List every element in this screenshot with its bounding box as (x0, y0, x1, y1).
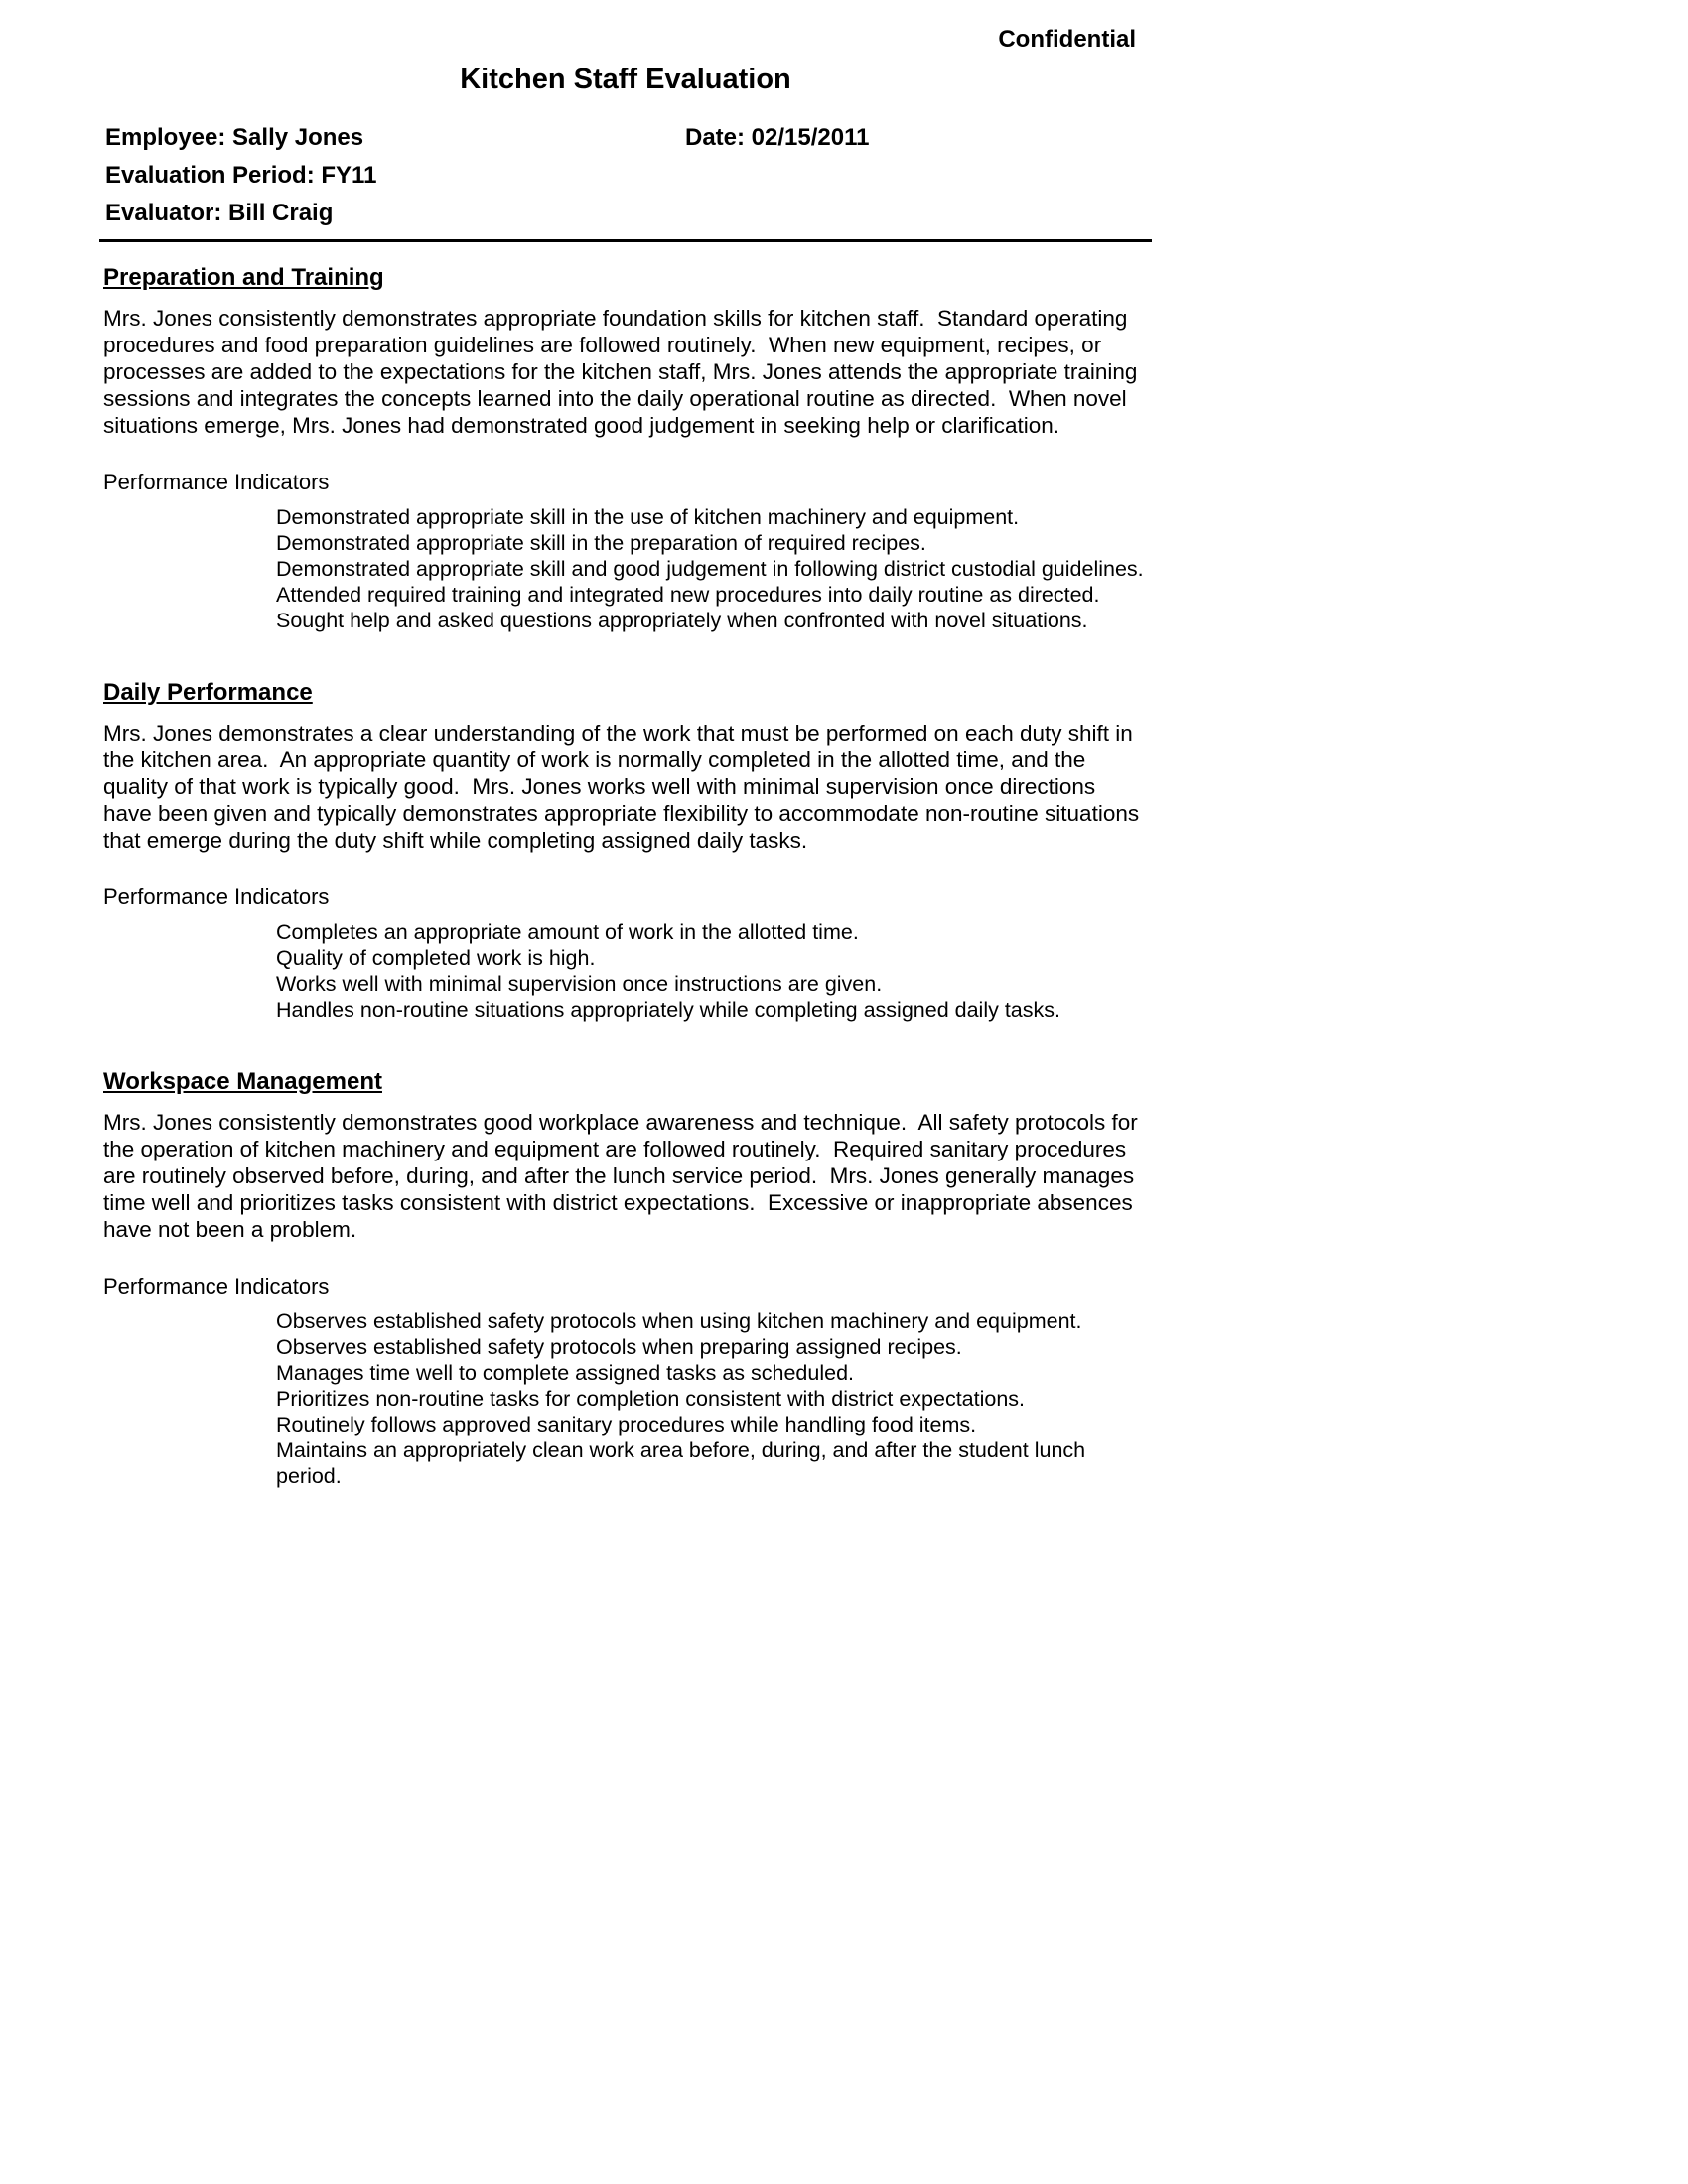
indicator-item: Demonstrated appropriate skill and good judgement in following district custodial guidelines. (276, 557, 1144, 581)
section-heading: Daily Performance (103, 679, 313, 706)
indicator-item: Handles non-routine situations appropriately while completing assigned daily tasks. (276, 998, 1060, 1022)
indicator-item: Completes an appropriate amount of work in the allotted time. (276, 920, 859, 944)
indicator-item: Manages time well to complete assigned tasks as scheduled. (276, 1361, 855, 1385)
section-workspace-management (99, 1068, 1152, 1489)
document-content (0, 0, 1152, 1489)
indicator-item: Observes established safety protocols when using kitchen machinery and equipment. (276, 1309, 1082, 1333)
header-row-3 (105, 202, 1152, 225)
section-heading: Workspace Management (103, 1068, 382, 1095)
performance-indicators-label: Performance Indicators (103, 470, 330, 494)
indicator-item: Works well with minimal supervision once instructions are given. (276, 972, 883, 996)
confidential-label: Confidential (998, 26, 1136, 53)
indicator-item: Prioritizes non-routine tasks for completion consistent with district expectations. (276, 1387, 1026, 1411)
indicator-item: Sought help and asked questions appropriately when confronted with novel situations. (276, 609, 1088, 632)
section-heading: Preparation and Training (103, 264, 384, 291)
header-divider (99, 239, 1152, 242)
employee-field: Employee: Sally Jones (105, 124, 364, 151)
indicator-item: Demonstrated appropriate skill in the use of kitchen machinery and equipment. (276, 505, 1020, 529)
evaluation-period-field: Evaluation Period: FY11 (105, 162, 377, 189)
section-body: Mrs. Jones consistently demonstrates good workplace awareness and technique. All safety protocols for the operation of kitchen machinery and equipment are followed routinely. Required sanitary procedures are routinely observed before, during, and after the lunch service period. Mrs. Jones generally manages time well and prioritizes tasks consistent with district expectations. Excessive or inappropriate absences have not been a problem. (103, 1110, 1145, 1242)
indicator-item: Quality of completed work is high. (276, 946, 596, 970)
indicator-item: Demonstrated appropriate skill in the preparation of required recipes. (276, 531, 926, 555)
page-title: Kitchen Staff Evaluation (460, 64, 791, 95)
header-row-1 (105, 126, 1152, 150)
section-preparation-and-training (99, 264, 1152, 633)
indicator-list (103, 919, 1152, 1023)
performance-indicators-label: Performance Indicators (103, 885, 330, 909)
section-daily-performance (99, 679, 1152, 1023)
indicator-item: Maintains an appropriately clean work area before, during, and after the student lunch period. (276, 1438, 1092, 1488)
date-field: Date: 02/15/2011 (685, 124, 870, 151)
header-row-2 (105, 164, 1152, 188)
indicator-item: Observes established safety protocols when preparing assigned recipes. (276, 1335, 962, 1359)
indicator-item: Attended required training and integrated new procedures into daily routine as directed. (276, 583, 1100, 607)
evaluator-field: Evaluator: Bill Craig (105, 200, 334, 226)
performance-indicators-label: Performance Indicators (103, 1274, 330, 1298)
section-body: Mrs. Jones consistently demonstrates appropriate foundation skills for kitchen staff. Standard operating procedures and food preparation guidelines are followed routinely. When new equipment, recipes, or processes are added to the expectations for the kitchen staff, Mrs. Jones attends the appropriate training sessions and integrates the concepts learned into the daily operational routine as directed. When novel situations emerge, Mrs. Jones had demonstrated good judgement in seeking help or clarification. (103, 306, 1144, 438)
indicator-list (103, 504, 1152, 633)
evaluation-header (99, 126, 1152, 225)
indicator-list (103, 1308, 1152, 1489)
section-body: Mrs. Jones demonstrates a clear understanding of the work that must be performed on each duty shift in the kitchen area. An appropriate quantity of work is normally completed in the allotted time, and the quality of that work is typically good. Mrs. Jones works well with minimal supervision once directions have been given and typically demonstrates appropriate flexibility to accommodate non-routine situations that emerge during the duty shift while completing assigned daily tasks. (103, 721, 1146, 853)
indicator-item: Routinely follows approved sanitary procedures while handling food items. (276, 1413, 977, 1436)
